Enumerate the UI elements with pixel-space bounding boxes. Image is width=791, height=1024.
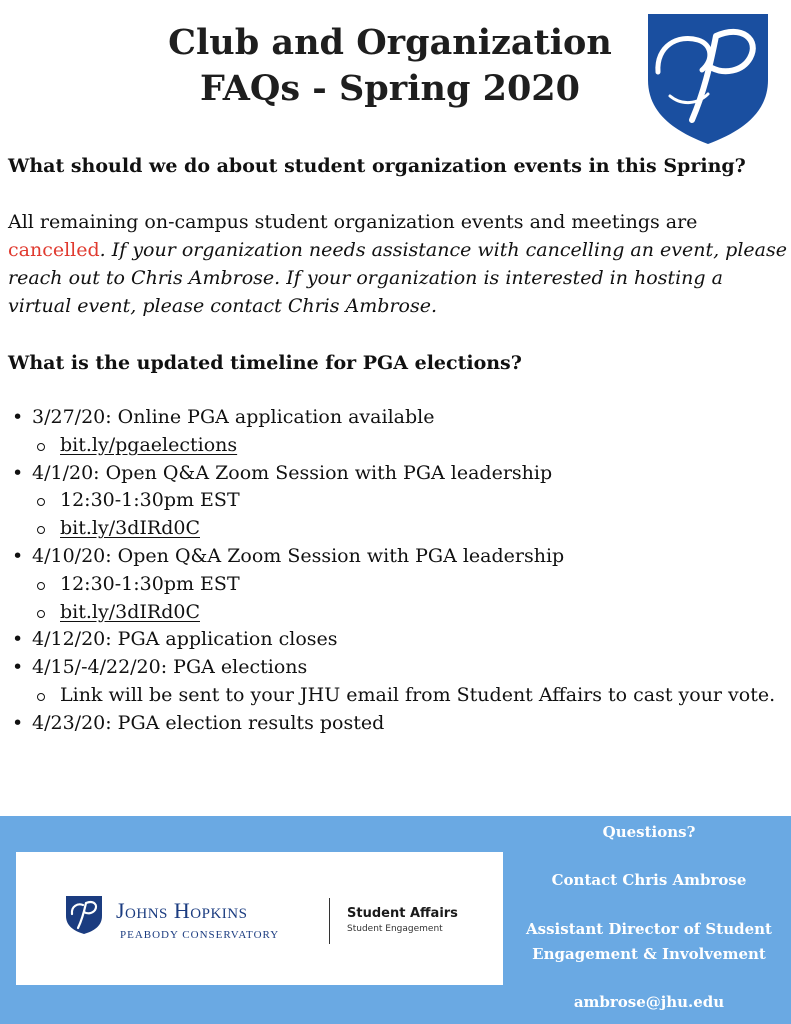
timeline-item-text: 4/1/20: Open Q&A Zoom Session with PGA leadership [32, 461, 553, 484]
peabody-shield-icon [642, 10, 774, 148]
contact-name: Contact Chris Ambrose [551, 871, 747, 889]
faq-answer-1 [8, 208, 788, 320]
list-item [32, 487, 783, 515]
zoom-session-link[interactable]: bit.ly/3dIRd0C [60, 517, 200, 540]
list-item [8, 404, 783, 460]
answer-intro: All remaining on-campus student organization events and meetings are [8, 211, 698, 233]
list-item [8, 460, 783, 543]
student-affairs-label: Student Affairs [347, 906, 458, 921]
footer-banner [0, 816, 791, 1024]
list-item [32, 432, 783, 460]
jhu-wordmark [116, 898, 247, 924]
jhu-logo-card [16, 852, 503, 985]
timeline-item-text: 4/15/-4/22/20: PGA elections [32, 656, 308, 679]
timeline-item-text: 4/23/20: PGA election results posted [32, 711, 385, 734]
title-line-1: Club and Organization [168, 22, 612, 63]
contact-role-line-2: Engagement & Involvement [532, 945, 766, 963]
zoom-session-link[interactable]: bit.ly/3dIRd0C [60, 600, 200, 623]
list-item [32, 599, 783, 627]
page-title [130, 20, 650, 112]
vote-link-note: Link will be sent to your JHU email from Student Affairs to cast your vote. [60, 683, 776, 706]
answer-italic-note: . If your organization needs assistance with cancelling an event, please reach out to Chris Ambrose. If your organization is interested in hosting a virtual event, please contact Chris Ambrose. [8, 239, 787, 317]
faq-question-1: What should we do about student organization events in this Spring? [8, 155, 746, 177]
timeline-item-text: 4/10/20: Open Q&A Zoom Session with PGA leadership [32, 544, 565, 567]
session-time: 12:30-1:30pm EST [60, 572, 240, 595]
list-item [32, 515, 783, 543]
title-line-2: FAQs - Spring 2020 [199, 68, 581, 109]
answer-cancelled-highlight: cancelled [8, 239, 100, 261]
jhu-shield-icon [64, 894, 104, 936]
pga-elections-link[interactable]: bit.ly/pgaelections [60, 433, 238, 456]
questions-heading: Questions? [602, 823, 696, 841]
list-item [8, 626, 783, 654]
jhu-wordmark-text: Johns Hopkins [116, 898, 248, 923]
list-item [32, 682, 783, 710]
logo-divider [329, 898, 330, 944]
list-item [8, 543, 783, 626]
list-item [8, 654, 783, 710]
peabody-subtitle: PEABODY CONSERVATORY [120, 929, 280, 941]
pga-timeline-list [8, 404, 783, 738]
contact-role-line-1: Assistant Director of Student [526, 920, 772, 938]
timeline-item-text: 4/12/20: PGA application closes [32, 628, 338, 651]
list-item [32, 571, 783, 599]
contact-email[interactable]: ambrose@jhu.edu [573, 993, 725, 1011]
timeline-item-text: 3/27/20: Online PGA application available [32, 406, 435, 428]
faq-question-2: What is the updated timeline for PGA elections? [8, 352, 522, 374]
student-engagement-label: Student Engagement [347, 924, 443, 934]
session-time: 12:30-1:30pm EST [60, 489, 240, 512]
list-item [8, 710, 783, 738]
